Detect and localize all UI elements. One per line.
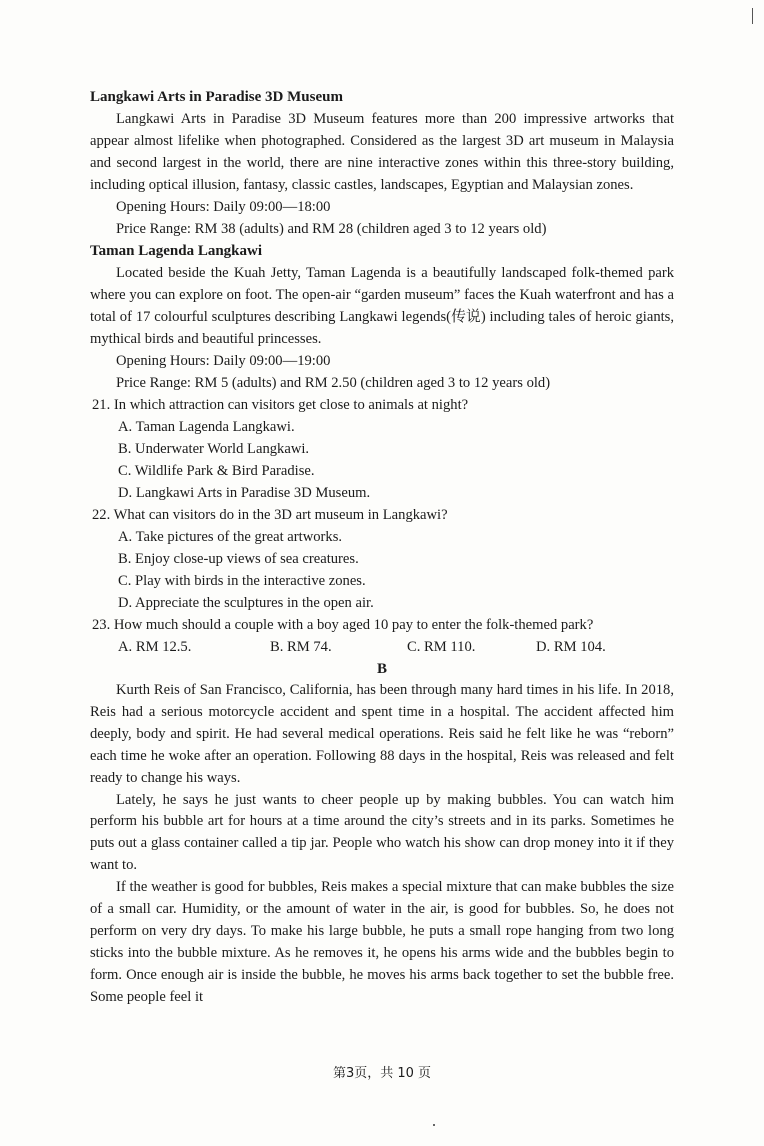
passage-b bbox=[90, 680, 674, 1009]
question-23: 23. How much should a couple with a boy aged 10 pay to enter the folk-themed park? bbox=[92, 617, 594, 633]
passage-b-paragraph-1: Kurth Reis of San Francisco, California, has been through many hard times in his life. In 2018, Reis had a serious motorcycle accident and spent time in a hospital. The accident affected him deeply, body and spirit. He had several medical operations. Reis said he felt like he was “reborn” each time he woke after an operation. Following 88 days in the hospital, Reis was released and felt ready to change his ways. bbox=[90, 682, 674, 786]
museum-description: Langkawi Arts in Paradise 3D Museum features more than 200 impressive artworks that appear almost lifelike when photographed. Considered as the largest 3D art museum in Malaysia and second largest in the world, there are nine interactive zones within this three-story building, including optical illusion, fantasy, classic castles, landscapes, Egyptian and Malaysian zones. bbox=[90, 111, 674, 193]
question-21-option-b: B. Underwater World Langkawi. bbox=[118, 441, 310, 457]
question-23-option-c: C. RM 110. bbox=[407, 639, 476, 655]
question-23-option-b: B. RM 74. bbox=[270, 639, 332, 655]
section-b-label: B bbox=[376, 661, 387, 677]
museum-price: Price Range: RM 38 (adults) and RM 28 (children aged 3 to 12 years old) bbox=[116, 221, 547, 237]
question-23-options bbox=[90, 636, 674, 658]
scan-speck bbox=[433, 1124, 435, 1126]
question-21-option-c: C. Wildlife Park & Bird Paradise. bbox=[118, 463, 315, 479]
passage-b-paragraph-2: Lately, he says he just wants to cheer people up by making bubbles. You can watch him perform his bubble art for hours at a time around the city’s streets and in its parks. Sometimes he puts out a glass container called a tip jar. People who watch his show can drop money into it if they want to. bbox=[90, 791, 674, 874]
park-hours: Opening Hours: Daily 09:00—19:00 bbox=[116, 353, 331, 369]
question-22-option-a: A. Take pictures of the great artworks. bbox=[118, 529, 343, 545]
park-title: Taman Lagenda Langkawi bbox=[90, 243, 263, 259]
park-description: Located beside the Kuah Jetty, Taman Lagenda is a beautifully landscaped folk-themed park where you can explore on foot. The open-air “garden museum” faces the Kuah waterfront and has a total of 17 colourful sculptures describing Langkawi legends(传说) including tales of heroic giants, mythical birds and beautiful princesses. bbox=[90, 265, 674, 347]
question-22: 22. What can visitors do in the 3D art museum in Langkawi? bbox=[92, 507, 448, 523]
page-number-footer: 第3页，共 10 页 bbox=[332, 1066, 432, 1081]
museum-hours: Opening Hours: Daily 09:00—18:00 bbox=[116, 199, 331, 215]
question-22-option-c: C. Play with birds in the interactive zones. bbox=[118, 573, 366, 589]
passage-b-paragraph-3: If the weather is good for bubbles, Reis makes a special mixture that can make bubbles the size of a small car. Humidity, or the amount of water in the air, is good for bubbles. So, he does not perform on very dry days. To make his large bubble, he puts a small rope hanging from two long sticks into the bubble mixture. As he removes it, he opens his arms wide and the bubbles begin to form. Once enough air is inside the bubble, he moves his arms back together to set the bubble free. Some people feel it bbox=[90, 879, 674, 1005]
page-content bbox=[90, 86, 674, 1009]
museum-title: Langkawi Arts in Paradise 3D Museum bbox=[90, 89, 343, 105]
question-21-option-a: A. Taman Lagenda Langkawi. bbox=[118, 419, 295, 435]
question-21-option-d: D. Langkawi Arts in Paradise 3D Museum. bbox=[118, 485, 371, 501]
page-edge-mark bbox=[752, 8, 753, 24]
question-22-option-b: B. Enjoy close-up views of sea creatures. bbox=[118, 551, 359, 567]
question-23-option-d: D. RM 104. bbox=[536, 639, 606, 655]
question-22-option-d: D. Appreciate the sculptures in the open air. bbox=[118, 595, 374, 611]
park-price: Price Range: RM 5 (adults) and RM 2.50 (children aged 3 to 12 years old) bbox=[116, 375, 551, 391]
question-21: 21. In which attraction can visitors get close to animals at night? bbox=[92, 397, 469, 413]
question-23-option-a: A. RM 12.5. bbox=[118, 639, 192, 655]
